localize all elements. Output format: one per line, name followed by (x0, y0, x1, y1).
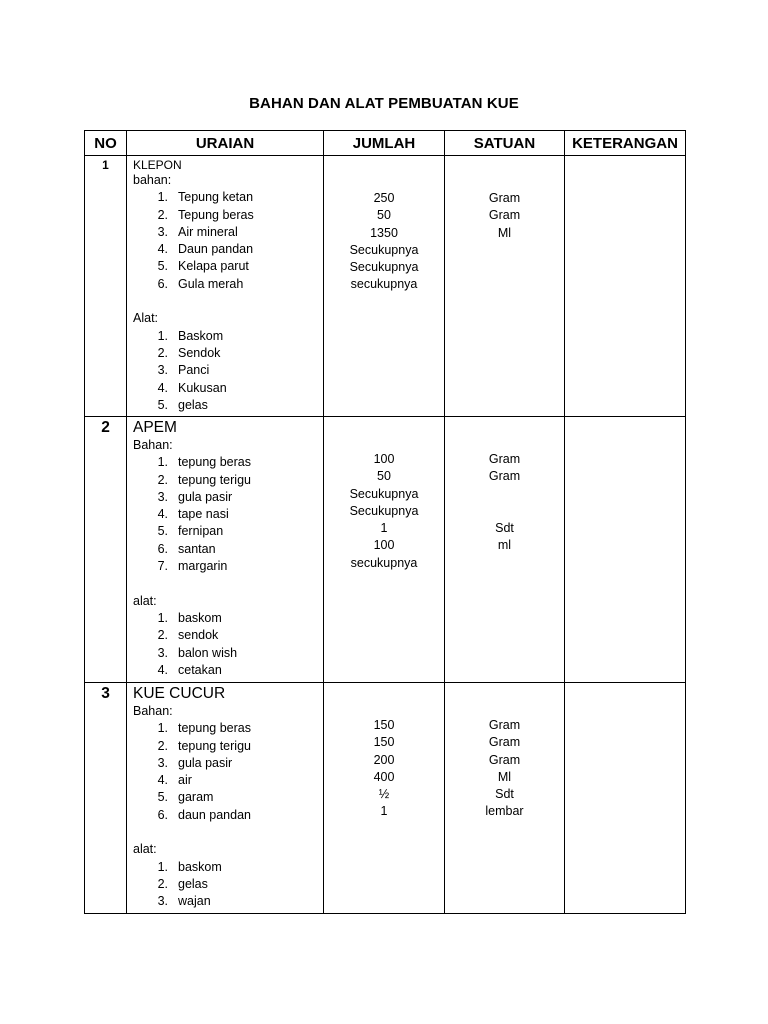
unit-value: Gram (488, 208, 521, 223)
list-item (133, 258, 323, 275)
list-number: 1. (157, 455, 168, 470)
list-item (133, 397, 323, 414)
quantity-value: 50 (377, 208, 391, 223)
jumlah-cell (324, 156, 445, 417)
list-item (133, 506, 323, 523)
ingredient-name: tepung beras (178, 455, 251, 470)
table-header-row (85, 131, 686, 156)
quantity-value: secukupnya (350, 277, 418, 292)
quantity-value: 100 (373, 538, 395, 553)
uraian-cell (127, 683, 324, 914)
quantity-value: Secukupnya (349, 260, 419, 275)
ingredient-name: Daun pandan (178, 242, 254, 257)
unit-value (445, 503, 564, 520)
list-number: 7. (157, 559, 168, 574)
jumlah-cell (324, 683, 445, 914)
list-number: 6. (157, 541, 168, 556)
quantity-value: 1350 (370, 225, 398, 240)
tool-name: Kukusan (178, 380, 227, 395)
page-title: BAHAN DAN ALAT PEMBUATAN KUE (249, 95, 519, 112)
list-item (133, 207, 323, 224)
keterangan-cell (565, 417, 686, 683)
list-number: 5. (157, 790, 168, 805)
unit-value: Sdt (495, 787, 514, 802)
ingredient-name: garam (178, 790, 214, 805)
ingredient-name: margarin (178, 559, 228, 574)
row-number: 2 (101, 419, 110, 436)
tool-name: baskom (178, 610, 222, 625)
quantity-value: 1 (380, 804, 388, 819)
ingredient-name: tepung terigu (178, 472, 251, 487)
tool-name: balon wish (178, 645, 238, 660)
list-item (133, 627, 323, 644)
alat-label: Alat: (133, 311, 159, 326)
uraian-cell (127, 417, 324, 683)
header-keterangan: KETERANGAN (565, 131, 686, 156)
list-number: 2. (157, 207, 168, 222)
list-number: 3. (157, 224, 168, 239)
tool-name: Sendok (178, 345, 221, 360)
unit-value: ml (497, 538, 512, 553)
list-item (133, 541, 323, 558)
quantity-value: 150 (373, 718, 395, 732)
list-item (133, 380, 323, 397)
recipe-table (84, 130, 686, 914)
list-number: 3. (157, 755, 168, 770)
tool-name: gelas (178, 397, 208, 412)
tool-name: sendok (178, 628, 219, 643)
ingredient-name: santan (178, 541, 216, 556)
bahan-label: bahan: (133, 173, 172, 187)
list-number: 1. (157, 328, 168, 343)
list-number: 4. (157, 662, 168, 677)
row-number: 1 (102, 158, 109, 172)
unit-value: Gram (488, 752, 521, 767)
list-number: 6. (157, 807, 168, 822)
quantity-value: Secukupnya (349, 242, 419, 257)
list-item (133, 720, 323, 737)
tool-name: Baskom (178, 328, 224, 343)
list-item (133, 645, 323, 662)
ingredient-name: air (178, 773, 192, 788)
quantity-value: 1 (380, 521, 388, 536)
list-item (133, 328, 323, 345)
ingredient-name: Air mineral (178, 224, 238, 239)
unit-value (445, 259, 564, 276)
list-item (133, 807, 323, 824)
list-number: 3. (157, 489, 168, 504)
ingredient-name: Tepung beras (178, 207, 254, 222)
list-number: 3. (157, 363, 168, 378)
list-number: 2. (157, 738, 168, 753)
list-item (133, 345, 323, 362)
list-item (133, 241, 323, 258)
unit-value: lembar (485, 804, 524, 819)
list-number: 5. (157, 259, 168, 274)
list-item (133, 472, 323, 489)
unit-value: Gram (488, 452, 521, 466)
list-number: 6. (157, 276, 168, 291)
tool-name: baskom (178, 859, 222, 874)
list-number: 4. (157, 507, 168, 522)
ingredient-name: tape nasi (178, 507, 229, 522)
recipe-name: KUE CUCUR (133, 685, 226, 702)
list-item (133, 876, 323, 893)
row-number: 3 (101, 685, 110, 702)
tool-name: cetakan (178, 662, 222, 677)
list-number: 5. (157, 397, 168, 412)
table-row (85, 417, 686, 683)
row-number-cell (85, 683, 127, 914)
satuan-cell (445, 156, 565, 417)
list-item (133, 662, 323, 679)
list-item (133, 454, 323, 471)
uraian-cell (127, 156, 324, 417)
row-number-cell (85, 417, 127, 683)
unit-value (445, 242, 564, 259)
list-item (133, 189, 323, 206)
quantity-value: Secukupnya (349, 486, 419, 501)
list-number: 4. (157, 773, 168, 788)
list-item (133, 610, 323, 627)
list-item (133, 224, 323, 241)
unit-value: Gram (488, 191, 521, 205)
header-uraian: URAIAN (127, 131, 324, 156)
tool-name: wajan (178, 894, 211, 909)
list-number: 2. (157, 876, 168, 891)
recipe-name: APEM (133, 419, 177, 436)
ingredient-name: Tepung ketan (178, 190, 254, 205)
quantity-value: ½ (378, 787, 390, 802)
ingredient-name: gula pasir (178, 489, 233, 504)
row-number-cell (85, 156, 127, 417)
ingredient-name: fernipan (178, 524, 224, 539)
unit-value: Gram (488, 469, 521, 484)
bahan-label: Bahan: (133, 704, 173, 718)
list-number: 2. (157, 472, 168, 487)
alat-label: alat: (133, 842, 157, 857)
list-number: 5. (157, 524, 168, 539)
list-item (133, 276, 323, 293)
ingredient-name: Gula merah (178, 276, 244, 291)
list-number: 2. (157, 628, 168, 643)
list-number: 1. (157, 859, 168, 874)
list-number: 3. (157, 645, 168, 660)
quantity-value: Secukupnya (349, 503, 419, 518)
tool-name: Panci (178, 363, 210, 378)
quantity-value: 100 (373, 452, 395, 466)
list-item (133, 523, 323, 540)
quantity-value: 250 (373, 191, 395, 205)
unit-value (445, 555, 564, 572)
keterangan-cell (565, 156, 686, 417)
table-row (85, 683, 686, 914)
quantity-value: 200 (373, 752, 395, 767)
unit-value: Ml (497, 225, 512, 240)
bahan-label: Bahan: (133, 438, 173, 452)
quantity-value: 400 (373, 769, 395, 784)
ingredient-name: Kelapa parut (178, 259, 249, 274)
satuan-cell (445, 417, 565, 683)
list-number: 4. (157, 380, 168, 395)
ingredient-name: daun pandan (178, 807, 251, 822)
list-item (133, 558, 323, 575)
ingredient-name: tepung terigu (178, 738, 251, 753)
list-number: 1. (157, 610, 168, 625)
table-row (85, 156, 686, 417)
list-number: 1. (157, 721, 168, 736)
recipe-name: KLEPON (133, 158, 182, 172)
header-satuan: SATUAN (445, 131, 565, 156)
header-jumlah: JUMLAH (324, 131, 445, 156)
unit-value (445, 486, 564, 503)
list-number: 1. (157, 190, 168, 205)
tool-name: gelas (178, 876, 208, 891)
satuan-cell (445, 683, 565, 914)
unit-value (445, 276, 564, 293)
quantity-value: 150 (373, 735, 395, 750)
unit-value: Gram (488, 718, 521, 732)
list-item (133, 893, 323, 910)
unit-value: Sdt (495, 521, 514, 536)
quantity-value: 50 (377, 469, 391, 484)
ingredient-name: tepung beras (178, 721, 251, 736)
list-number: 2. (157, 345, 168, 360)
list-number: 4. (157, 242, 168, 257)
list-number: 3. (157, 894, 168, 909)
list-item (133, 489, 323, 506)
ingredient-name: gula pasir (178, 755, 233, 770)
jumlah-cell (324, 417, 445, 683)
list-item (133, 859, 323, 876)
list-item (133, 362, 323, 379)
quantity-value: secukupnya (350, 555, 418, 570)
header-no: NO (85, 131, 127, 156)
keterangan-cell (565, 683, 686, 914)
unit-value: Ml (497, 769, 512, 784)
alat-label: alat: (133, 593, 157, 608)
list-item (133, 738, 323, 755)
unit-value: Gram (488, 735, 521, 750)
list-item (133, 772, 323, 789)
list-item (133, 755, 323, 772)
list-item (133, 789, 323, 806)
